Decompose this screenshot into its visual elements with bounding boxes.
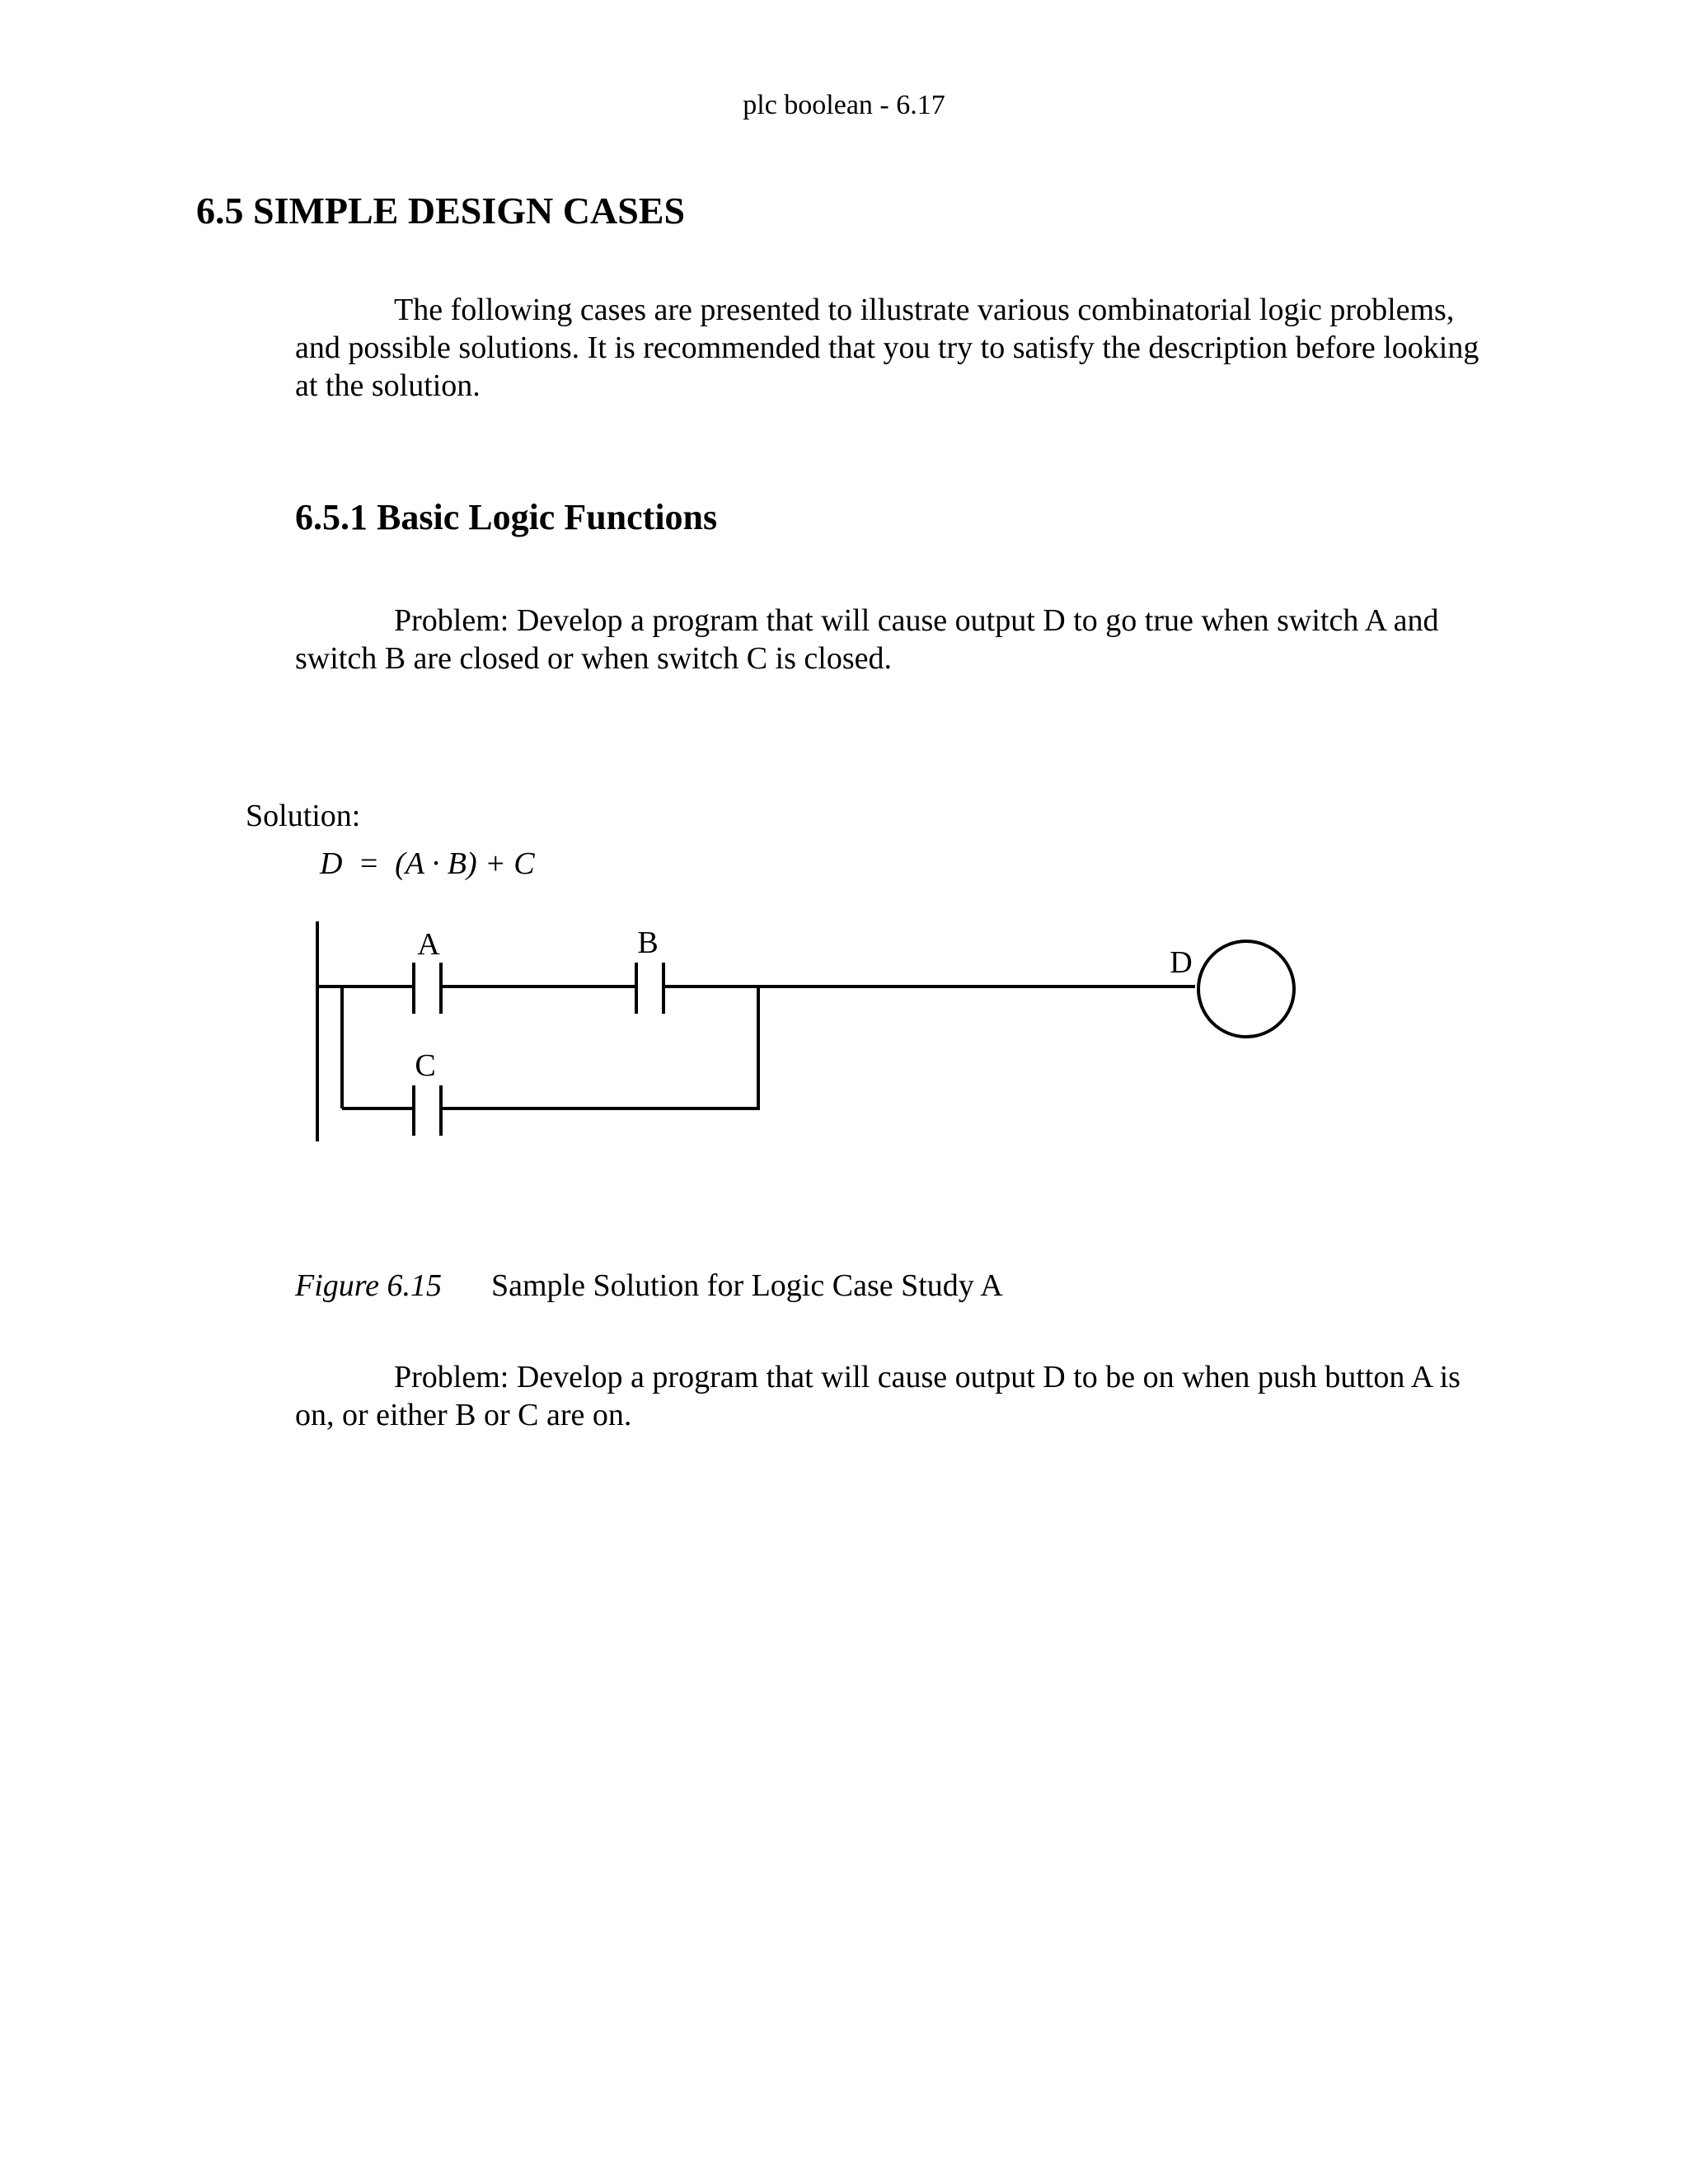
contact-c [414, 1048, 441, 1136]
section-title: 6.5 SIMPLE DESIGN CASES [196, 190, 686, 232]
solution-label: Solution: [246, 799, 361, 833]
problem-2-text: Problem: Develop a program that will cause output D to be on when push button A is on, or either B or C are on. [295, 1360, 1461, 1432]
contact-a [414, 927, 441, 1014]
coil-d [1170, 941, 1294, 1037]
page-header: plc boolean - 6.17 [743, 90, 945, 120]
figure-caption-text: Sample Solution for Logic Case Study A [491, 1268, 1003, 1303]
problem-1-paragraph [295, 602, 1482, 677]
intro-paragraph [295, 291, 1482, 405]
figure-number: Figure 6.15 [295, 1268, 443, 1303]
boolean-equation: D = (A · B) + C [320, 846, 535, 881]
figure-caption [295, 1267, 1003, 1305]
problem-2-paragraph [295, 1358, 1482, 1434]
contact-a-label: A [417, 927, 440, 962]
contact-b-label: B [637, 926, 659, 960]
problem-1-text: Problem: Develop a program that will cause output D to go true when switch A and switch B are closed or when switch C is closed. [295, 603, 1439, 676]
contact-b [636, 926, 663, 1014]
intro-text: The following cases are presented to illustrate various combinatorial logic problems, and possible solutions. It is recommended that you try to satisfy the description before looking at the solution. [295, 293, 1479, 403]
contact-c-label: C [415, 1048, 436, 1083]
coil-d-label: D [1170, 945, 1193, 980]
subsection-title: 6.5.1 Basic Logic Functions [295, 497, 718, 537]
